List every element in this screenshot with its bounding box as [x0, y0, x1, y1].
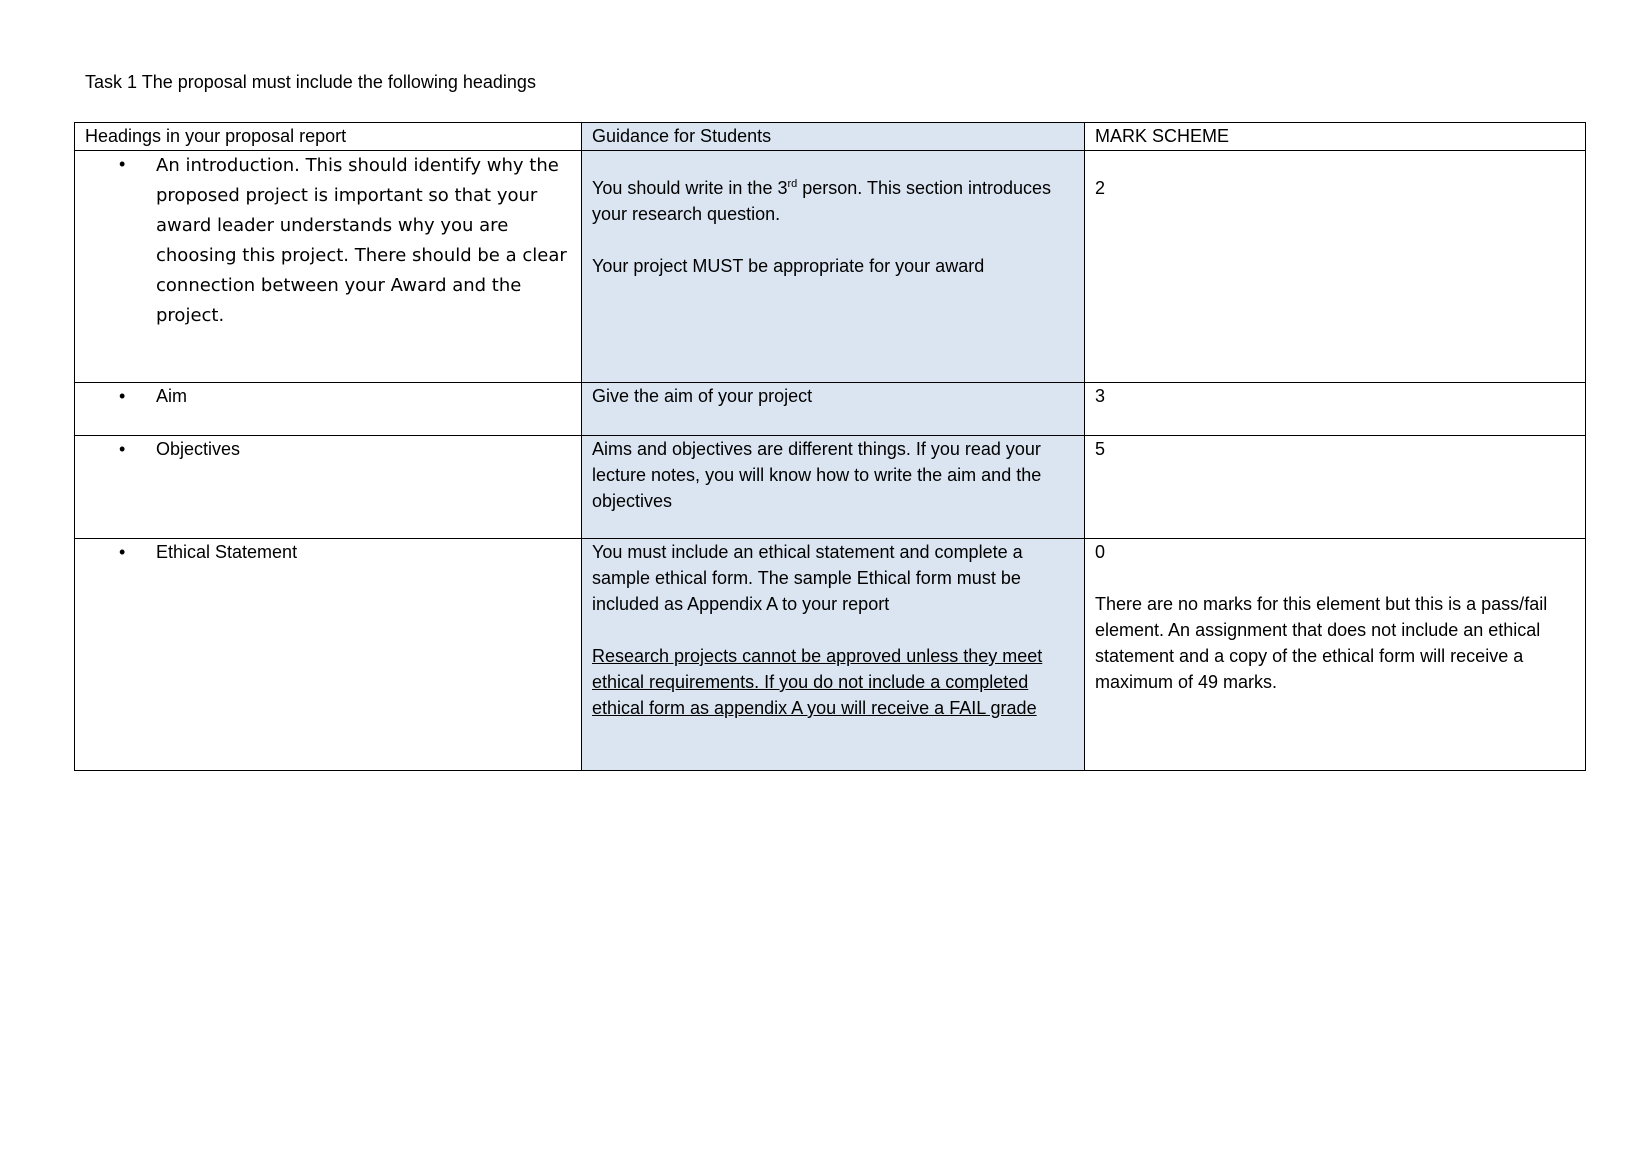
- heading-cell-objectives: [75, 436, 582, 539]
- guidance-introduction-part1: You should write in the 3rd person. This section introduces your research question.: [592, 178, 1052, 224]
- heading-objectives: Objectives: [156, 439, 241, 459]
- heading-cell-introduction: [75, 151, 582, 383]
- heading-introduction: An introduction. This should identify why the proposed project is important so that your award leader understands why you are choosing this project. There should be a clear connection between your Award and the project.: [156, 155, 567, 326]
- header-mark-scheme: MARK SCHEME: [1085, 123, 1586, 151]
- heading-ethical-statement: Ethical Statement: [156, 542, 298, 562]
- mark-aim: 3: [1085, 383, 1586, 436]
- bullet-icon: •: [119, 439, 126, 459]
- table-row-introduction: [75, 151, 1586, 383]
- guidance-ethical-part1: You must include an ethical statement and complete a sample ethical form. The sample Ethical form must be included as Appendix A to your report: [592, 542, 1023, 614]
- header-guidance: Guidance for Students: [582, 123, 1085, 151]
- guidance-ethical-warning: Research projects cannot be approved unless they meet ethical requirements. If you do not include a completed ethical form as appendix A you will receive a FAIL grade: [592, 646, 1043, 718]
- page-heading: Task 1 The proposal must include the following headings: [85, 72, 536, 92]
- mark-ethical-statement: 0: [1095, 542, 1106, 562]
- guidance-cell-ethical-statement: [582, 539, 1085, 771]
- guidance-objectives: Aims and objectives are different things. If you read your lecture notes, you will know how to write the aim and the objectives: [582, 436, 1085, 539]
- heading-aim: Aim: [156, 386, 187, 406]
- heading-cell-aim: [75, 383, 582, 436]
- guidance-aim: Give the aim of your project: [582, 383, 1085, 436]
- heading-cell-ethical-statement: [75, 539, 582, 771]
- bullet-icon: •: [119, 542, 126, 562]
- header-headings: Headings in your proposal report: [75, 123, 582, 151]
- bullet-icon: •: [119, 386, 126, 406]
- mark-ethical-note: There are no marks for this element but this is a pass/fail element. An assignment that does not include an ethical statement and a copy of the ethical form will receive a maximum of 49 marks.: [1095, 594, 1548, 692]
- mark-objectives: 5: [1085, 436, 1586, 539]
- table-row-objectives: [75, 436, 1586, 539]
- table-row-ethical-statement: [75, 539, 1586, 771]
- bullet-icon: •: [119, 154, 126, 174]
- mark-introduction: 2: [1085, 151, 1586, 383]
- table-row-aim: [75, 383, 1586, 436]
- table-header-row: [75, 123, 1586, 151]
- guidance-introduction-part2: Your project MUST be appropriate for your award: [592, 256, 985, 276]
- proposal-headings-table: [74, 122, 1586, 771]
- guidance-cell-introduction: [582, 151, 1085, 383]
- mark-cell-ethical-statement: [1085, 539, 1586, 771]
